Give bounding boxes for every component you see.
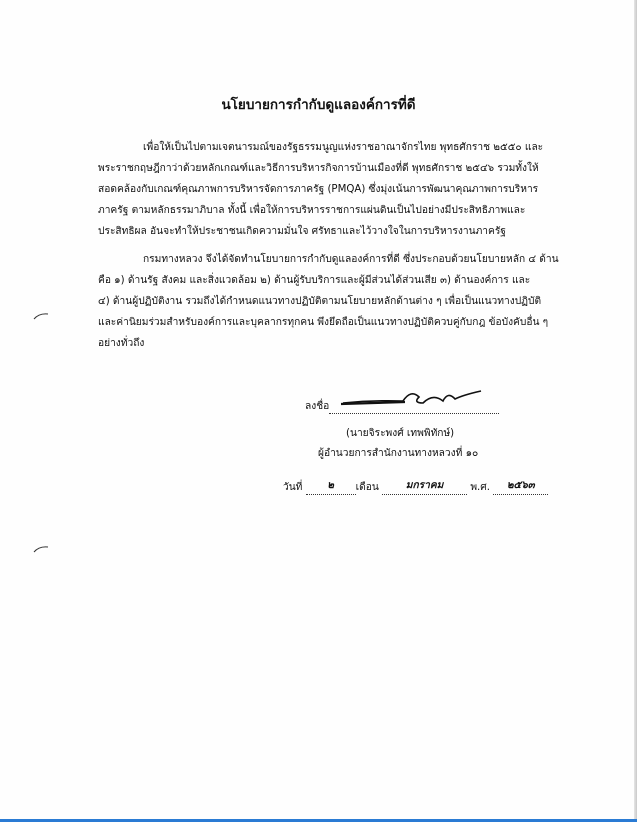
date-day-label: วันที่ [283,482,303,493]
paragraph-1-line: สอดคล้องกับเกณฑ์คุณภาพการบริหารจัดการภาครัฐ (PMQA) ซึ่งมุ่งเน้นการพัฒนาคุณภาพการบริหาร [98,184,539,195]
signatory-position: ผู้อำนวยการสำนักงานทางหลวงที่ ๑๐ [318,448,479,459]
paragraph-2-line: กรมทางหลวง จึงได้จัดทำนโยบายการกำกับดูแลองค์การที่ดี ซึ่งประกอบด้วยนโยบายหลัก ๔ ด้าน [143,254,559,265]
document-title: นโยบายการกำกับดูแลองค์การที่ดี [221,97,416,113]
signature-line [329,399,499,414]
margin-mark-icon [33,545,49,553]
date-year-value: ๒๕๖๓ [493,478,548,495]
paragraph-1 [98,137,543,242]
margin-mark-icon [33,312,49,320]
paragraph-1-line: ภาครัฐ ตามหลักธรรมาภิบาล ทั้งนี้ เพื่อให้การบริหารราชการแผ่นดินเป็นไปอย่างมีประสิทธิภาพและ [98,205,526,216]
paragraph-2-line: คือ ๑) ด้านรัฐ สังคม และสิ่งแวดล้อม ๒) ด้านผู้รับบริการและผู้มีส่วนได้ส่วนเสีย ๓) ด้านองค์การ และ [98,275,531,286]
date-row [283,478,548,495]
date-month-value: มกราคม [382,478,467,495]
handwritten-signature-icon [333,383,483,413]
paragraph-2-line: ๔) ด้านผู้ปฏิบัติงาน รวมถึงได้กำหนดแนวทางปฏิบัติตามนโยบายหลักด้านต่าง ๆ เพื่อเป็นแนวทางปฏิบัติ [98,296,542,307]
paragraph-2-line: และค่านิยมร่วมสำหรับองค์การและบุคลากรทุกคน พึงยึดถือเป็นแนวทางปฏิบัติควบคู่กับกฎ ข้อบังคับอื่น ๆ [98,317,549,328]
signature-row [305,398,499,414]
date-year-label: พ.ศ. [470,482,491,493]
date-day-value: ๒ [306,478,356,495]
paragraph-1-line: เพื่อให้เป็นไปตามเจตนารมณ์ของรัฐธรรมนูญแห่งราชอาณาจักรไทย พุทธศักราช ๒๕๕๐ และ [143,142,544,153]
signatory-name: (นายจิระพงศ์ เทพพิทักษ์) [346,428,455,439]
paragraph-2 [98,249,559,354]
paragraph-1-line: ประสิทธิผล อันจะทำให้ประชาชนเกิดความมั่นใจ ศรัทธาและไว้วางใจในการบริหารงานภาครัฐ [98,226,506,237]
sign-label: ลงชื่อ [305,401,330,412]
paragraph-2-line: อย่างทั่วถึง [98,338,145,349]
date-month-label: เดือน [355,482,379,493]
paragraph-1-line: พระราชกฤษฎีกาว่าด้วยหลักเกณฑ์และวิธีการบริหารกิจการบ้านเมืองที่ดี พุทธศักราช ๒๕๔๖ รวมทั้งให้ [98,163,539,174]
